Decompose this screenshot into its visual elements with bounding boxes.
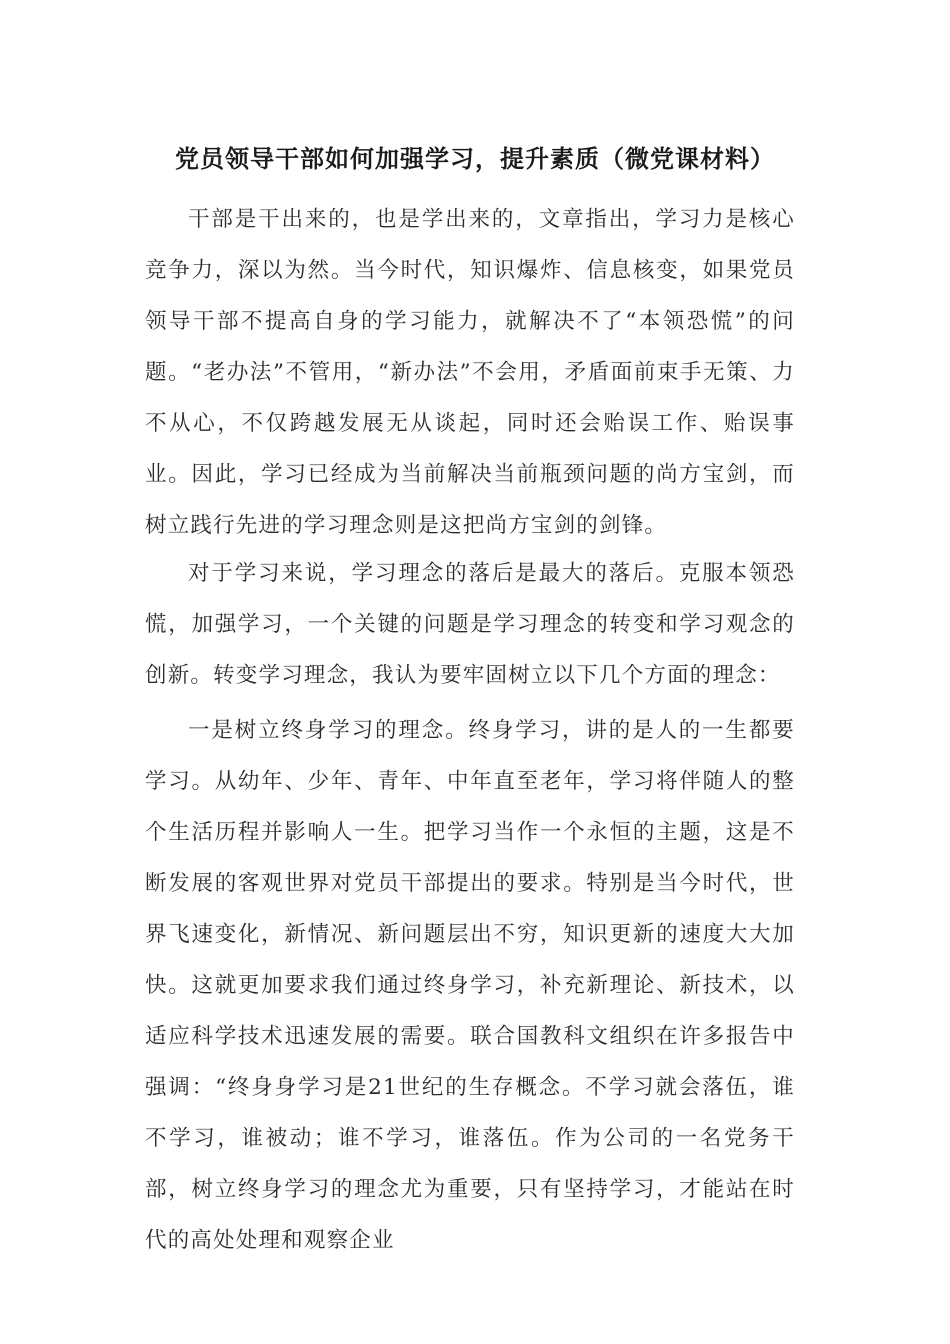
paragraph-3: 一是树立终身学习的理念。终身学习，讲的是人的一生都要学习。从幼年、少年、青年、中年直至老年，学习将伴随人的整个生活历程并影响人一生。把学习当作一个永恒的主题，这是不断发展的客观世界对党员干部提出的要求。特别是当今时代，世界飞速变化，新情况、新问题层出不穷，知识更新的速度大大加快。这就更加要求我们通过终身学习，补充新理论、新技术，以适应科学技术迅速发展的需要。联合国教科文组织在许多报告中强调：“终身身学习是21世纪的生存概念。不学习就会落伍，谁不学习，谁被动；谁不学习，谁落伍。作为公司的一名党务干部，树立终身学习的理念尤为重要，只有坚持学习，才能站在时代的高处处理和观察企业 [145, 718, 795, 1253]
paragraph-1: 干部是干出来的，也是学出来的，文章指出，学习力是核心竞争力，深以为然。当今时代，知识爆炸、信息核变，如果党员领导干部不提高自身的学习能力，就解决不了“本领恐慌”的问题。“老办法”不管用，“新办法”不会用，矛盾面前束手无策、力不从心，不仅跨越发展无从谈起，同时还会贻误工作、贻误事业。因此，学习已经成为当前解决当前瓶颈问题的尚方宝剑，而树立践行先进的学习理念则是这把尚方宝剑的剑锋。 [145, 207, 795, 538]
paragraph-2: 对于学习来说，学习理念的落后是最大的落后。克服本领恐慌，加强学习，一个关键的问题是学习理念的转变和学习观念的创新。转变学习理念，我认为要牢固树立以下几个方面的理念： [145, 561, 795, 688]
page-title: 党员领导干部如何加强学习，提升素质（微党课材料） [175, 144, 775, 173]
